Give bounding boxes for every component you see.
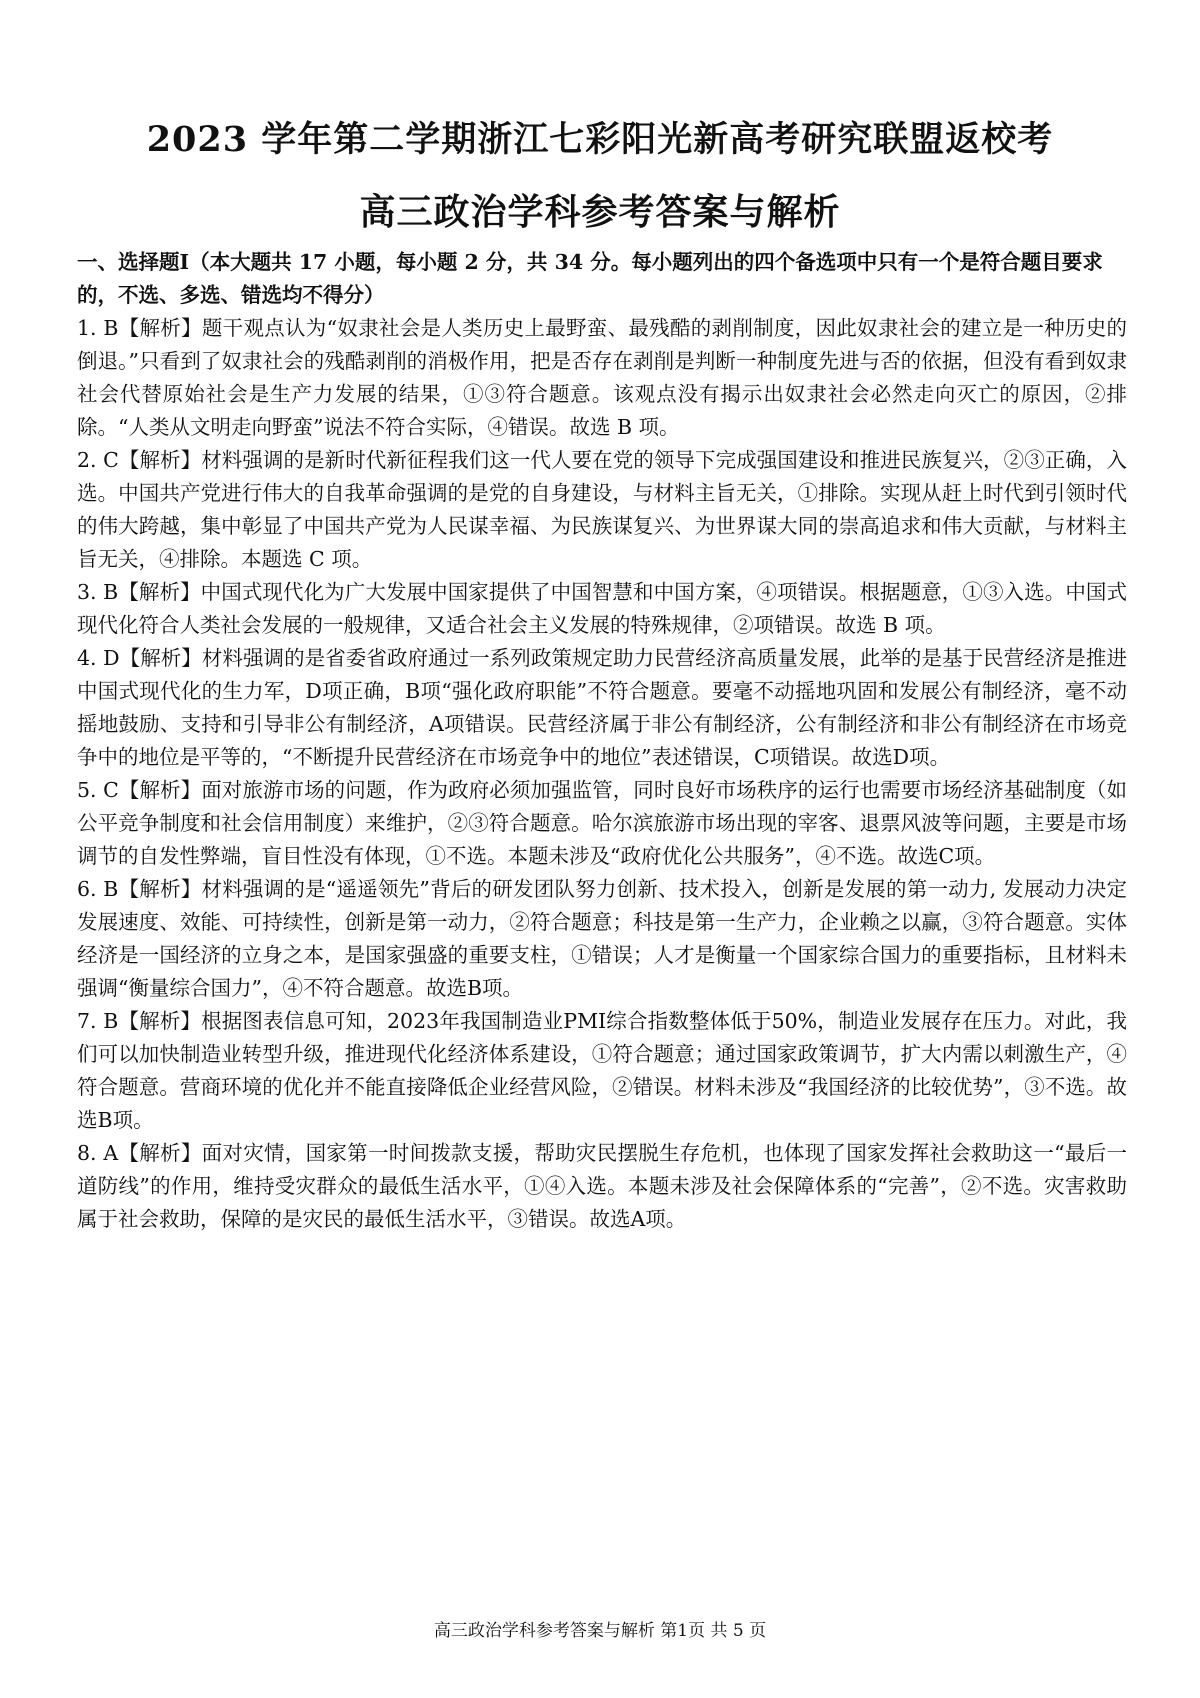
answer-8: 8. A【解析】面对灾情，国家第一时间拨款支援，帮助灾民摆脱生存危机，也体现了国家发挥社会救助这一“最后一道防线”的作用，维持受灾群众的最低生活水平，①④入选。本题未涉及社会保障体系的“完善”，②不选。灾害救助属于社会救助，保障的是灾民的最低生活水平，③错误。故选A项。: [77, 1141, 1127, 1231]
subject-title: 高三政治学科参考答案与解析: [359, 191, 841, 233]
answer-5: 5. C【解析】面对旅游市场的问题，作为政府必须加强监管，同时良好市场秩序的运行也需要市场经济基础制度（如公平竞争制度和社会信用制度）来维护，②③符合题意。哈尔滨旅游市场出现的宰客、退票风波等问题，主要是市场调节的自发性弊端，盲目性没有体现，①不选。本题未涉及“政府优化公共服务”，④不选。故选C项。: [77, 778, 1127, 868]
answer-2: 2. C【解析】材料强调的是新时代新征程我们这一代人要在党的领导下完成强国建设和推进民族复兴，②③正确，入选。中国共产党进行伟大的自我革命强调的是党的自身建设，与材料主旨无关，①排除。实现从赶上时代到引领时代的伟大跨越，集中彰显了中国共产党为人民谋幸福、为民族谋复兴、为世界谋大同的崇高追求和伟大贡献，与材料主旨无关，④排除。本题选 C 项。: [77, 448, 1127, 571]
section-heading: 一、选择题Ⅰ（本大题共 17 小题，每小题 2 分，共 34 分。每小题列出的四个备选项中只有一个是符合题目要求的，不选、多选、错选均不得分）: [77, 250, 1103, 307]
answer-6: 6. B【解析】材料强调的是“遥遥领先”背后的研发团队努力创新、技术投入，创新是发展的第一动力, 发展动力决定发展速度、效能、可持续性，创新是第一动力，②符合题意；科技是第一生产力，企业赖之以赢，③符合题意。实体经济是一国经济的立身之本，是国家强盛的重要支柱，①错误；人才是衡量一个国家综合国力的重要指标，且材料未强调“衡量综合国力”，④不符合题意。故选B项。: [77, 877, 1127, 1000]
exam-title: 2023 学年第二学期浙江七彩阳光新高考研究联盟返校考: [146, 119, 1054, 160]
answer-7: 7. B【解析】根据图表信息可知，2023年我国制造业PMI综合指数整体低于50%，制造业发展存在压力。对此，我们可以加快制造业转型升级，推进现代化经济体系建设，①符合题意；通过国家政策调节，扩大内需以刺激生产，④符合题意。营商环境的优化并不能直接降低企业经营风险，②错误。材料未涉及“我国经济的比较优势”，③不选。故选B项。: [77, 1009, 1127, 1132]
answer-3: 3. B【解析】中国式现代化为广大发展中国家提供了中国智慧和中国方案，④项错误。根据题意，①③入选。中国式现代化符合人类社会发展的一般规律，又适合社会主义发展的特殊规律，②项错误。故选 B 项。: [77, 580, 1127, 637]
page-footer: 高三政治学科参考答案与解析 第1页 共 5 页: [433, 1621, 767, 1641]
answer-1: 1. B【解析】题干观点认为“奴隶社会是人类历史上最野蛮、最残酷的剥削制度，因此奴隶社会的建立是一种历史的倒退。”只看到了奴隶社会的残酷剥削的消极作用，把是否存在剥削是判断一种制度先进与否的依据，但没有看到奴隶社会代替原始社会是生产力发展的结果，①③符合题意。该观点没有揭示出奴隶社会必然走向灭亡的原因，②排除。“人类从文明走向野蛮”说法不符合实际，④错误。故选 B 项。: [77, 316, 1127, 439]
answer-content: [77, 246, 1127, 1236]
answer-4: 4. D【解析】材料强调的是省委省政府通过一系列政策规定助力民营经济高质量发展，此举的是基于民营经济是推进中国式现代化的生力军，D项正确，B项“强化政府职能”不符合题意。要毫不动摇地巩固和发展公有制经济，毫不动摇地鼓励、支持和引导非公有制经济，A项错误。民营经济属于非公有制经济，公有制经济和非公有制经济在市场竞争中的地位是平等的，“不断提升民营经济在市场竞争中的地位”表述错误，C项错误。故选D项。: [77, 646, 1127, 769]
